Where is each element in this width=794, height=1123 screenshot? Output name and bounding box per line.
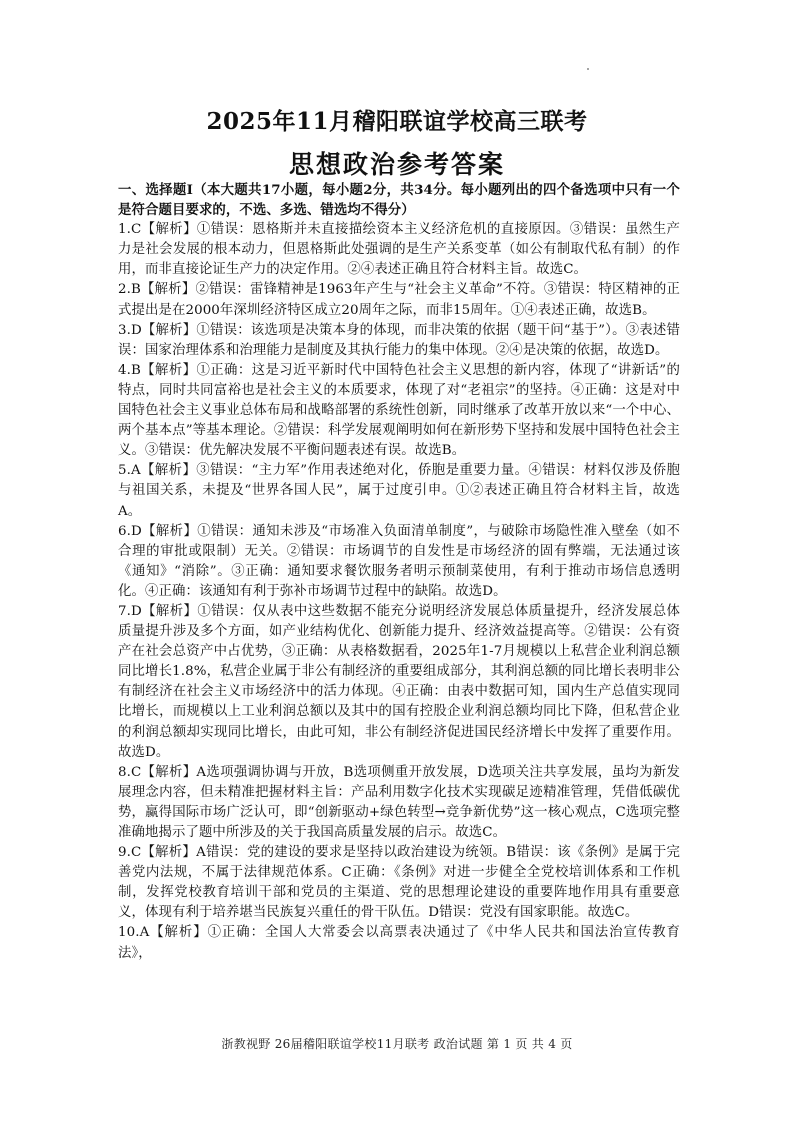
answer-item: 4.B【解析】①正确：这是习近平新时代中国特色社会主义思想的新内容，体现了“讲新话”的特点，同时共同富裕也是社会主义的本质要求，体现了对“老祖宗”的坚持。④正确：这是对中国特色社会主义事业总体布局和战略部署的系统性创新，同时继承了改革开放以来“一个中心、两个基本点”等基本理论。②错误：科学发展观阐明如何在新形势下坚持和发展中国特色社会主义。③错误：优先解决发展不平衡问题表述有误。故选B。 — [118, 362, 680, 459]
answer-item: 8.C【解析】A选项强调协调与开放，B选项侧重开放发展，D选项关注共享发展，虽均为新发展理念内容，但未精准把握材料主旨：产品利用数字化技术实现碳足迹精准管理，凭借低碳优势，赢得国际市场广泛认可，即“创新驱动+绿色转型→竞争新优势”这一核心观点，C选项完整准确地揭示了题中所涉及的关于我国高质量发展的启示。故选C。 — [118, 764, 680, 840]
page-footer: 浙教视野 26届稽阳联谊学校11月联考 政治试题 第 1 页 共 4 页 — [221, 1037, 573, 1051]
answer-item: 9.C【解析】A错误：党的建设的要求是坚持以政治建设为统领。B错误：该《条例》是属于完善党内法规，不属于法律规范体系。C正确：《条例》对进一步健全全党校培训体系和工作机制，发挥党校教育培训干部和党员的主渠道、党的思想理论建设的重要阵地作用具有重要意义，体现有利于培养堪当民族复兴重任的骨干队伍。D错误：党没有国家职能。故选C。 — [118, 845, 680, 921]
document-subtitle: 思想政治参考答案 — [288, 150, 505, 179]
answer-item: 3.D【解析】①错误：该选项是决策本身的体现，而非决策的依据（题干问“基于”）。③表述错误：国家治理体系和治理能力是制度及其执行能力的集中体现。②④是决策的依据，故选D。 — [118, 322, 680, 358]
section-heading: 一、选择题Ⅰ（本大题共17小题，每小题2分，共34分。每小题列出的四个备选项中只有一个是符合题目要求的，不选、多选、错选均不得分） — [118, 182, 680, 219]
scan-speck — [587, 68, 589, 70]
answer-item: 5.A【解析】③错误：“主力军”作用表述绝对化，侨胞是重要力量。④错误：材料仅涉及侨胞与祖国关系，未提及“世界各国人民”，属于过度引申。①②表述正确且符合材料主旨，故选A。 — [118, 463, 680, 519]
answer-body — [118, 180, 680, 964]
answer-item: 1.C【解析】①错误：恩格斯并未直接描绘资本主义经济危机的直接原因。③错误：虽然生产力是社会发展的根本动力，但恩格斯此处强调的是生产关系变革（如公有制取代私有制）的作用，而非直接论证生产力的决定作用。②④表述正确且符合材料主旨。故选C。 — [118, 222, 680, 278]
answer-item: 2.B【解析】②错误：雷锋精神是1963年产生与“社会主义革命”不符。③错误：特区精神的正式提出是在2000年深圳经济特区成立20周年之际，而非15周年。①④表述正确，故选B。 — [118, 282, 680, 318]
answer-item: 7.D【解析】①错误：仅从表中这些数据不能充分说明经济发展总体质量提升，经济发展总体质量提升涉及多个方面，如产业结构优化、创新能力提升、经济效益提高等。②错误：公有资产在社会总资产中占优势，③正确：从表格数据看，2025年1-7月规模以上私营企业利润总额同比增长1.8%，私营企业属于非公有制经济的重要组成部分，其利润总额的同比增长表明非公有制经济在社会主义市场经济中的活力体现。④正确：由表中数据可知，国内生产总值实现同比增长，而规模以上工业利润总额以及其中的国有控股企业利润总额均同比下降，但私营企业的利润总额却实现同比增长，由此可知，非公有制经济促进国民经济增长中发挥了重要作用。故选D。 — [118, 603, 680, 760]
exam-title: 2025年11月稽阳联谊学校高三联考 — [206, 108, 588, 135]
answer-item: 6.D【解析】①错误：通知未涉及“市场准入负面清单制度”，与破除市场隐性准入壁垒（如不合理的审批或限制）无关。②错误：市场调节的自发性是市场经济的固有弊端，无法通过该《通知》“消除”。③正确：通知要求餐饮服务者明示预制菜使用，有利于推动市场信息透明化。④正确：该通知有利于弥补市场调节过程中的缺陷。故选D。 — [118, 523, 680, 599]
answer-item: 10.A【解析】①正确：全国人大常委会以高票表决通过了《中华人民共和国法治宣传教育法》， — [118, 925, 680, 961]
